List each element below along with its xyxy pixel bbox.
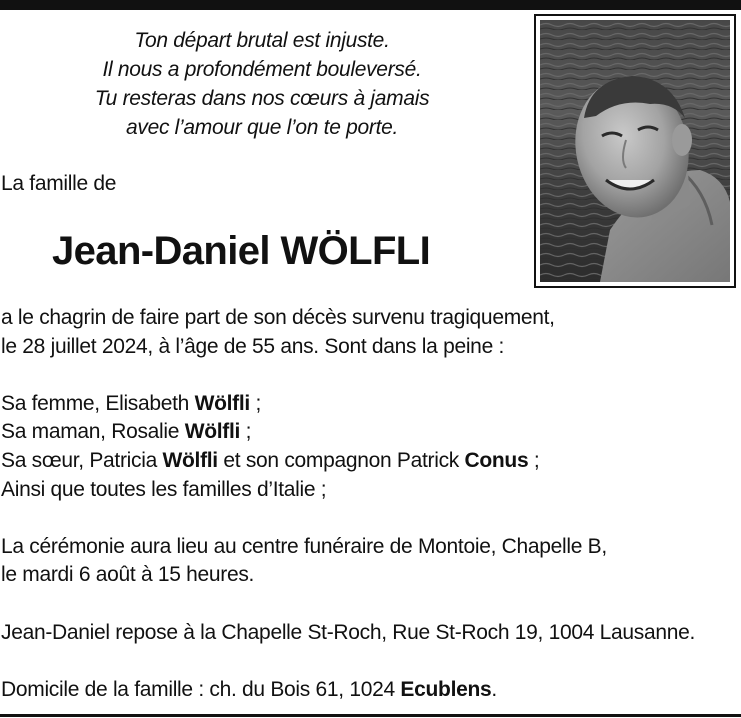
- portrait-illustration: [540, 20, 730, 282]
- surname: Wölfli: [162, 448, 218, 472]
- announcement-line: a le chagrin de faire part de son décès survenu tragiquement,: [1, 306, 555, 329]
- ceremony-line: le mardi 6 août à 15 heures.: [1, 563, 255, 587]
- top-border: [0, 0, 741, 10]
- portrait-frame: [534, 14, 736, 288]
- notice-body: [1, 304, 736, 704]
- ceremony-line: La cérémonie aura lieu au centre funéraire de Montoie, Chapelle B,: [1, 534, 607, 558]
- repose-line: Jean-Daniel repose à la Chapelle St-Roch, Rue St-Roch 19, 1004 Lausanne.: [1, 620, 696, 644]
- mourner-line: Ainsi que toutes les familles d’Italie ;: [1, 477, 327, 501]
- town: Ecublens: [400, 677, 492, 701]
- deceased-name: Jean-Daniel WÖLFLI: [52, 229, 431, 273]
- poem-line: Tu resteras dans nos cœurs à jamais: [94, 87, 430, 110]
- bottom-border: [0, 714, 741, 717]
- announcement-line: le 28 juillet 2024, à l’âge de 55 ans. Sont dans la peine :: [1, 334, 505, 358]
- mourner-line: Sa maman, Rosalie Wölfli ;: [1, 420, 252, 444]
- mourner-line: Sa sœur, Patricia Wölfli et son compagnon Patrick Conus ;: [1, 448, 540, 472]
- mourner-line: Sa femme, Elisabeth Wölfli ;: [1, 391, 262, 415]
- poem-line: avec l’amour que l’on te porte.: [125, 116, 399, 139]
- poem: [40, 26, 484, 142]
- poem-line: Ton départ brutal est injuste.: [134, 29, 390, 52]
- surname: Wölfli: [194, 391, 250, 415]
- poem-line: Il nous a profondément bouleversé.: [102, 58, 422, 81]
- domicile-line: Domicile de la famille : ch. du Bois 61, 1024 Ecublens.: [1, 677, 497, 701]
- portrait-photo: [540, 20, 730, 282]
- surname: Conus: [464, 448, 529, 472]
- family-intro: La famille de: [1, 172, 117, 195]
- surname: Wölfli: [184, 420, 241, 444]
